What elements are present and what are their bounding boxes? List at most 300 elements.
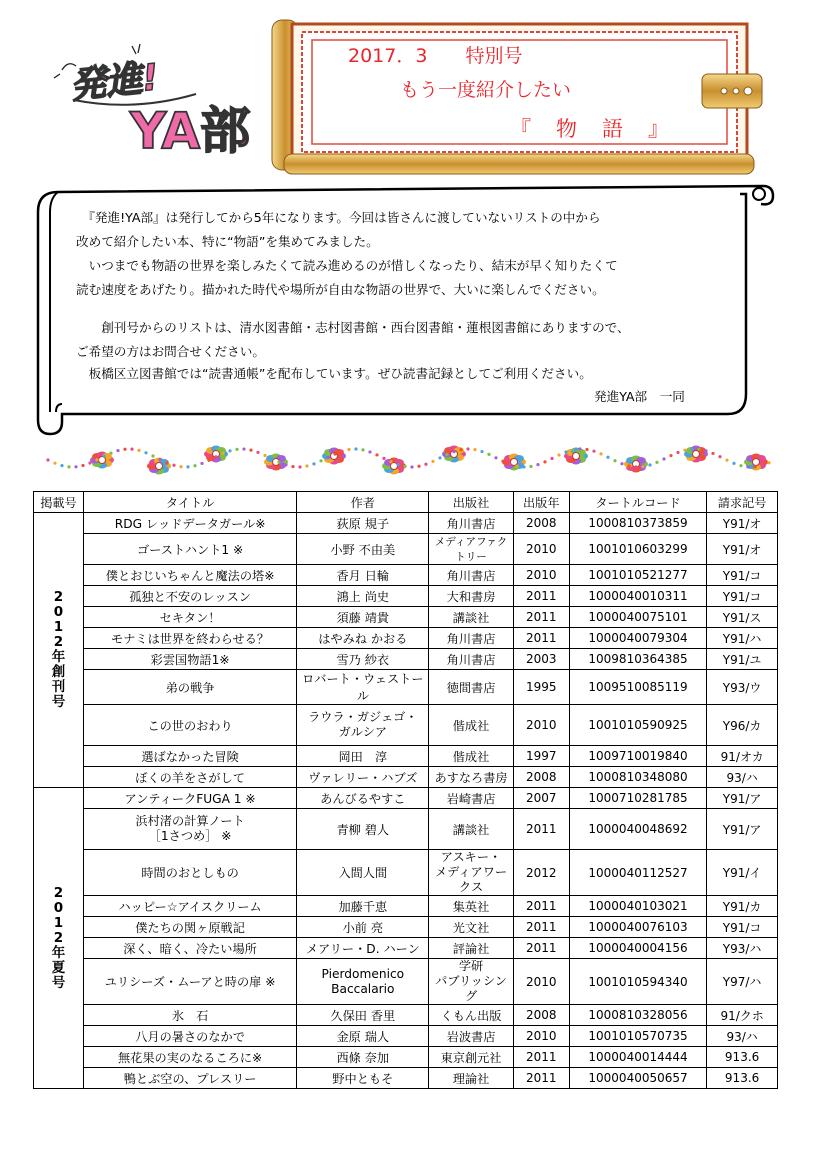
call-number-cell: Y91/ア xyxy=(707,809,778,850)
dot-ornament xyxy=(137,449,140,452)
author-cell: 鴻上 尚史 xyxy=(297,586,429,607)
table-row xyxy=(34,767,778,788)
year-cell: 2012 xyxy=(513,850,569,896)
dot-ornament xyxy=(732,462,735,465)
ya-club-logo xyxy=(40,40,280,160)
turtle-code-cell: 1000040004156 xyxy=(569,938,706,959)
publisher-cell-line: パブリッシング xyxy=(435,974,507,1003)
publisher-cell: 徳間書店 xyxy=(429,670,513,705)
dot-ornament xyxy=(431,460,434,463)
dot-ornament xyxy=(102,455,105,458)
dot-ornament xyxy=(550,457,553,460)
publisher-cell: 角川書店 xyxy=(429,628,513,649)
dot-ornament xyxy=(725,459,728,462)
year-cell: 2011 xyxy=(513,896,569,917)
author-cell: 香月 日輪 xyxy=(297,565,429,586)
publisher-cell: 東京創元社 xyxy=(429,1047,513,1068)
author-cell: メアリー・D. ハーン xyxy=(297,938,429,959)
table-row xyxy=(34,513,778,534)
publisher-cell-line: メディアワークス xyxy=(434,865,508,894)
dot-ornament xyxy=(270,457,273,460)
author-cell-line: ラウラ・ガジェゴ・ xyxy=(308,710,418,724)
call-number-cell: Y91/ス xyxy=(707,607,778,628)
author-cell: ロバート・ウェストール xyxy=(297,670,429,705)
author-cell: 入間人間 xyxy=(297,850,429,896)
table-row xyxy=(34,705,778,746)
title-cell: 彩雲国物語1※ xyxy=(83,649,296,670)
year-cell: 2010 xyxy=(513,705,569,746)
dot-ornament xyxy=(697,448,700,451)
dot-ornament xyxy=(81,464,84,467)
publisher-cell: あすなろ書房 xyxy=(429,767,513,788)
dot-ornament xyxy=(459,448,462,451)
dot-ornament xyxy=(277,461,280,464)
turtle-code-cell: 1000040112527 xyxy=(569,850,706,896)
author-cell: 久保田 香里 xyxy=(297,1005,429,1026)
table-row xyxy=(34,670,778,705)
year-cell: 2011 xyxy=(513,809,569,850)
turtle-code-cell: 1000040075101 xyxy=(569,607,706,628)
year-cell: 2010 xyxy=(513,534,569,565)
author-cell: 金原 瑞人 xyxy=(297,1026,429,1047)
publisher-cell: 岩波書店 xyxy=(429,1026,513,1047)
issue-period-char: 創 xyxy=(51,664,66,680)
issue-period-char: 2 xyxy=(53,634,64,650)
publisher-cell xyxy=(429,850,513,896)
turtle-code-cell: 1001010521277 xyxy=(569,565,706,586)
dot-ornament xyxy=(669,454,672,457)
publisher-cell: 偕成社 xyxy=(429,705,513,746)
flower-ornament-icon xyxy=(684,446,708,463)
dot-ornament xyxy=(67,465,70,468)
issue-period-char: 1 xyxy=(53,914,64,931)
table-row xyxy=(34,746,778,767)
call-number-cell: 93/ハ xyxy=(707,767,778,788)
dot-ornament xyxy=(529,465,532,468)
issue-period-char: 号 xyxy=(51,974,66,991)
dot-ornament xyxy=(683,449,686,452)
publisher-cell: 角川書店 xyxy=(429,565,513,586)
dot-ornament xyxy=(333,452,336,455)
dot-ornament xyxy=(354,447,357,450)
logo-line1: 発進! xyxy=(68,57,161,108)
year-cell: 2011 xyxy=(513,917,569,938)
dot-ornament xyxy=(767,461,770,464)
header-author: 作者 xyxy=(297,492,429,513)
publisher-cell: 偕成社 xyxy=(429,746,513,767)
year-cell: 2010 xyxy=(513,565,569,586)
title-cell: 深く、暗く、冷たい場所 xyxy=(83,938,296,959)
dot-ornament xyxy=(340,450,343,453)
issue-period-char: 号 xyxy=(51,694,66,710)
dot-ornament xyxy=(249,449,252,452)
author-cell: 雪乃 紗衣 xyxy=(297,649,429,670)
intro-line-2: 改めて紹介したい本、特に“物語”を集めてみました。 xyxy=(76,234,379,249)
dot-ornament xyxy=(634,465,637,468)
dot-ornament xyxy=(200,462,203,465)
dot-ornament xyxy=(396,463,399,466)
turtle-code-cell: 1009710019840 xyxy=(569,746,706,767)
dot-ornament xyxy=(361,448,364,451)
call-number-cell: 91/クホ xyxy=(707,1005,778,1026)
dot-ornament xyxy=(753,465,756,468)
intro-line-5: 創刊号からのリストは、清水図書館・志村図書館・西台図書館・蓮根図書館にありますので、 xyxy=(76,320,630,335)
turtle-code-cell: 1000810348080 xyxy=(569,767,706,788)
dot-ornament xyxy=(417,465,420,468)
table-row xyxy=(34,809,778,850)
dot-ornament xyxy=(214,455,217,458)
dot-ornament xyxy=(221,452,224,455)
dot-ornament xyxy=(53,462,56,465)
turtle-code-cell: 1000040050657 xyxy=(569,1068,706,1089)
call-number-cell: Y97/ハ xyxy=(707,959,778,1005)
title-cell: 八月の暑さのなかで xyxy=(83,1026,296,1047)
publisher-cell: 講談社 xyxy=(429,607,513,628)
turtle-code-cell: 1000040079304 xyxy=(569,628,706,649)
call-number-cell: Y91/カ xyxy=(707,896,778,917)
issue-period-char: 1 xyxy=(53,619,64,635)
call-number-cell: Y91/コ xyxy=(707,565,778,586)
turtle-code-cell: 1000040048692 xyxy=(569,809,706,850)
issue-period-char: 0 xyxy=(53,899,64,916)
author-cell: 小前 亮 xyxy=(297,917,429,938)
author-cell: 加藤千恵 xyxy=(297,896,429,917)
dot-ornament xyxy=(571,448,574,451)
title-cell: 僕とおじいちゃんと魔法の塔※ xyxy=(83,565,296,586)
book-list-table xyxy=(33,491,778,1089)
dot-ornament xyxy=(438,456,441,459)
banner-theme-line: 『 物 語 』 xyxy=(510,117,671,141)
table-row xyxy=(34,917,778,938)
title-cell: 氷 石 xyxy=(83,1005,296,1026)
dot-ornament xyxy=(242,447,245,450)
table-row xyxy=(34,938,778,959)
issue-period-char: 年 xyxy=(51,649,66,665)
dot-ornament xyxy=(592,450,595,453)
dot-ornament xyxy=(578,447,581,450)
turtle-code-cell: 1009810364385 xyxy=(569,649,706,670)
call-number-cell: Y91/コ xyxy=(707,586,778,607)
dot-ornament xyxy=(74,465,77,468)
dot-ornament xyxy=(144,451,147,454)
dot-ornament xyxy=(655,461,658,464)
call-number-cell: Y96/カ xyxy=(707,705,778,746)
year-cell: 2011 xyxy=(513,938,569,959)
year-cell: 2011 xyxy=(513,607,569,628)
dot-ornament xyxy=(599,452,602,455)
dot-ornament xyxy=(305,464,308,467)
dot-ornament xyxy=(543,460,546,463)
turtle-code-cell: 1001010603299 xyxy=(569,534,706,565)
author-cell-line: Baccalario xyxy=(331,981,395,996)
table-row xyxy=(34,1047,778,1068)
table-row xyxy=(34,1068,778,1089)
intro-line-6: ご希望の方はお問合せください。 xyxy=(76,344,265,359)
dot-ornament xyxy=(375,453,378,456)
turtle-code-cell: 1001010570735 xyxy=(569,1026,706,1047)
dot-ornament xyxy=(186,465,189,468)
table-row xyxy=(34,788,778,809)
publisher-cell: 角川書店 xyxy=(429,649,513,670)
issue-period-char: 2 xyxy=(53,929,64,946)
year-cell: 2007 xyxy=(513,788,569,809)
author-cell: あんびるやすこ xyxy=(297,788,429,809)
author-cell: 岡田 淳 xyxy=(297,746,429,767)
year-cell: 2011 xyxy=(513,1068,569,1089)
table-body xyxy=(34,513,778,1089)
table-row xyxy=(34,565,778,586)
author-cell: 小野 不由美 xyxy=(297,534,429,565)
turtle-code-cell: 1000810328056 xyxy=(569,1005,706,1026)
publisher-cell: 角川書店 xyxy=(429,513,513,534)
turtle-code-cell: 1009510085119 xyxy=(569,670,706,705)
dot-ornament xyxy=(193,464,196,467)
call-number-cell: Y91/コ xyxy=(707,917,778,938)
author-cell-line: Pierdomenico xyxy=(321,966,405,981)
dot-ornament xyxy=(452,450,455,453)
title-cell: アンティークFUGA 1 ※ xyxy=(83,788,296,809)
year-cell: 2011 xyxy=(513,628,569,649)
logo-line2: YA部 xyxy=(130,102,251,160)
table-row xyxy=(34,850,778,896)
dot-ornament xyxy=(256,451,259,454)
title-cell: 選ばなかった冒険 xyxy=(83,746,296,767)
dot-ornament xyxy=(368,450,371,453)
dot-ornament xyxy=(347,448,350,451)
author-cell: 荻原 規子 xyxy=(297,513,429,534)
dot-ornament xyxy=(536,463,539,466)
banner-clasp-icon xyxy=(702,74,762,108)
turtle-code-cell: 1000810373859 xyxy=(569,513,706,534)
publisher-cell: 光文社 xyxy=(429,917,513,938)
year-cell: 1995 xyxy=(513,670,569,705)
flower-ornament-icon xyxy=(264,454,288,471)
call-number-cell: Y93/ハ xyxy=(707,938,778,959)
header-title: タイトル xyxy=(83,492,296,513)
table-row xyxy=(34,628,778,649)
dot-ornament xyxy=(620,462,623,465)
turtle-code-cell: 1001010590925 xyxy=(569,705,706,746)
issue-period-char: 0 xyxy=(53,604,64,620)
author-cell: 青柳 碧人 xyxy=(297,809,429,850)
title-cell: ハッピー☆アイスクリーム xyxy=(83,896,296,917)
dot-ornament xyxy=(172,464,175,467)
flower-ornament-icon xyxy=(624,456,648,473)
table-row xyxy=(34,534,778,565)
dot-ornament xyxy=(263,454,266,457)
title-cell: 無花果の実のなるころに※ xyxy=(83,1047,296,1068)
dot-ornament xyxy=(648,463,651,466)
publisher-cell-line: アスキー・ xyxy=(440,850,502,864)
title-cell: セキタン！ xyxy=(83,607,296,628)
dot-ornament xyxy=(382,457,385,460)
flower-ornament-icon xyxy=(382,458,406,475)
dot-ornament xyxy=(641,465,644,468)
issue-period-char: 年 xyxy=(51,944,66,961)
dot-ornament xyxy=(410,465,413,468)
dot-ornament xyxy=(711,452,714,455)
header-issue: 掲載号 xyxy=(34,492,84,513)
dot-ornament xyxy=(760,464,763,467)
dot-ornament xyxy=(424,463,427,466)
intro-line-7: 板橋区立図書館では“読書通帳”を配布しています。ぜひ読書記録としてご利用ください。 xyxy=(76,366,592,381)
title-cell: モナミは世界を終わらせる？ xyxy=(83,628,296,649)
dot-ornament xyxy=(158,458,161,461)
dot-ornament xyxy=(130,448,133,451)
dot-ornament xyxy=(718,455,721,458)
decorative-divider xyxy=(44,440,774,476)
intro-line-4: 読む速度をあげたり。描かれた時代や場所が自由な物語の世界で、大いに楽しんでください。 xyxy=(76,282,605,297)
dot-ornament xyxy=(585,448,588,451)
dot-ornament xyxy=(480,450,483,453)
title-cell: 弟の戦争 xyxy=(83,670,296,705)
dot-ornament xyxy=(564,450,567,453)
publisher-cell: 集英社 xyxy=(429,896,513,917)
dot-ornament xyxy=(746,465,749,468)
publisher-cell-line: 学研 xyxy=(458,959,484,973)
author-cell: 野中ともそ xyxy=(297,1068,429,1089)
turtle-code-cell: 1000040076103 xyxy=(569,917,706,938)
table-row xyxy=(34,607,778,628)
title-cell: RDG レッドデータガール※ xyxy=(83,513,296,534)
title-cell-line: ［1さつめ］ ※ xyxy=(148,829,232,843)
issue-period-char: 夏 xyxy=(51,959,66,976)
intro-line-3: いつまでも物語の世界を楽しみたくて読み進めるのが惜しくなったり、結末が早く知りたくて xyxy=(76,258,618,273)
dot-ornament xyxy=(88,461,91,464)
table-row xyxy=(34,1026,778,1047)
dot-ornament xyxy=(473,448,476,451)
dot-ornament xyxy=(515,465,518,468)
publisher-cell: くもん出版 xyxy=(429,1005,513,1026)
issue-period-cell xyxy=(34,788,84,1089)
dot-ornament xyxy=(487,453,490,456)
publisher-cell: 大和書房 xyxy=(429,586,513,607)
turtle-code-cell: 1000040014444 xyxy=(569,1047,706,1068)
year-cell: 2010 xyxy=(513,959,569,1005)
year-cell: 2008 xyxy=(513,767,569,788)
dot-ornament xyxy=(676,451,679,454)
dot-ornament xyxy=(557,453,560,456)
dot-ornament xyxy=(494,456,497,459)
dot-ornament xyxy=(326,456,329,459)
year-cell: 2008 xyxy=(513,513,569,534)
header-call-number: 請求記号 xyxy=(707,492,778,513)
title-cell: この世のおわり xyxy=(83,705,296,746)
title-cell: 時間のおとしもの xyxy=(83,850,296,896)
dot-ornament xyxy=(739,464,742,467)
publisher-cell xyxy=(429,959,513,1005)
intro-line-1: 『発進!YA部』は発行してから5年になります。今回は皆さんに渡していないリストの中から xyxy=(76,210,601,225)
issue-period-char: 2 xyxy=(53,884,64,901)
author-cell-line: ガルシア xyxy=(338,725,388,739)
dot-ornament xyxy=(389,460,392,463)
table-row xyxy=(34,586,778,607)
issue-period-char: 2 xyxy=(53,589,64,605)
author-cell: 須藤 靖貴 xyxy=(297,607,429,628)
header-year: 出版年 xyxy=(513,492,569,513)
table-row xyxy=(34,896,778,917)
flower-ornament-icon xyxy=(564,448,588,465)
dot-ornament xyxy=(207,459,210,462)
call-number-cell: 91/オカ xyxy=(707,746,778,767)
title-cell: ゴーストハント1 ※ xyxy=(83,534,296,565)
flower-ornament-icon xyxy=(502,454,526,471)
issue-period-cell xyxy=(34,513,84,788)
dot-ornament xyxy=(116,449,119,452)
dot-ornament xyxy=(298,465,301,468)
call-number-cell: Y91/イ xyxy=(707,850,778,896)
dot-ornament xyxy=(403,465,406,468)
call-number-cell: Y91/オ xyxy=(707,534,778,565)
publisher-cell: 岩崎書店 xyxy=(429,788,513,809)
title-cell: 孤独と不安のレッスン xyxy=(83,586,296,607)
publisher-cell: メディアファクトリー xyxy=(429,534,513,565)
year-cell: 2011 xyxy=(513,1047,569,1068)
table-row xyxy=(34,1005,778,1026)
dot-ornament xyxy=(690,447,693,450)
banner-issue-line: 2017．3 特別号 xyxy=(348,45,523,67)
title-cell xyxy=(83,809,296,850)
dot-ornament xyxy=(284,463,287,466)
publisher-cell: 理論社 xyxy=(429,1068,513,1089)
turtle-code-cell: 1000040010311 xyxy=(569,586,706,607)
publisher-cell: 評論社 xyxy=(429,938,513,959)
dot-ornament xyxy=(606,456,609,459)
intro-signature: 発進YA部 一同 xyxy=(594,389,685,404)
dot-ornament xyxy=(151,454,154,457)
table-row xyxy=(34,959,778,1005)
author-cell xyxy=(297,705,429,746)
dot-ornament xyxy=(445,453,448,456)
dot-ornament xyxy=(466,447,469,450)
author-cell: はやみね かおる xyxy=(297,628,429,649)
dot-ornament xyxy=(613,459,616,462)
call-number-cell: Y91/ア xyxy=(707,788,778,809)
year-cell: 2003 xyxy=(513,649,569,670)
dot-ornament xyxy=(704,449,707,452)
banner-subtitle-line: もう一度紹介したい xyxy=(400,79,572,101)
header-publisher: 出版社 xyxy=(429,492,513,513)
dot-ornament xyxy=(522,465,525,468)
author-cell: 西條 奈加 xyxy=(297,1047,429,1068)
table-row xyxy=(34,649,778,670)
call-number-cell: 913.6 xyxy=(707,1047,778,1068)
dot-ornament xyxy=(165,461,168,464)
dot-ornament xyxy=(123,448,126,451)
call-number-cell: 913.6 xyxy=(707,1068,778,1089)
call-number-cell: 93/ハ xyxy=(707,1026,778,1047)
dot-ornament xyxy=(46,458,49,461)
year-cell: 2008 xyxy=(513,1005,569,1026)
dot-ornament xyxy=(95,458,98,461)
dot-ornament xyxy=(235,448,238,451)
dot-ornament xyxy=(109,451,112,454)
dot-ornament xyxy=(501,460,504,463)
turtle-code-cell: 1001010594340 xyxy=(569,959,706,1005)
dot-ornament xyxy=(60,464,63,467)
header-turtle-code: タートルコード xyxy=(569,492,706,513)
title-cell: 鴨とぶ空の、プレスリー xyxy=(83,1068,296,1089)
call-number-cell: Y91/ユ xyxy=(707,649,778,670)
dot-ornament xyxy=(508,463,511,466)
title-cell: ぼくの羊をさがして xyxy=(83,767,296,788)
call-number-cell: Y93/ウ xyxy=(707,670,778,705)
year-cell: 2011 xyxy=(513,586,569,607)
author-cell: ヴァレリー・ハブズ xyxy=(297,767,429,788)
banner-bottom-roll xyxy=(284,154,754,174)
title-cell: ユリシーズ・ムーアと時の扉 ※ xyxy=(83,959,296,1005)
dot-ornament xyxy=(291,465,294,468)
